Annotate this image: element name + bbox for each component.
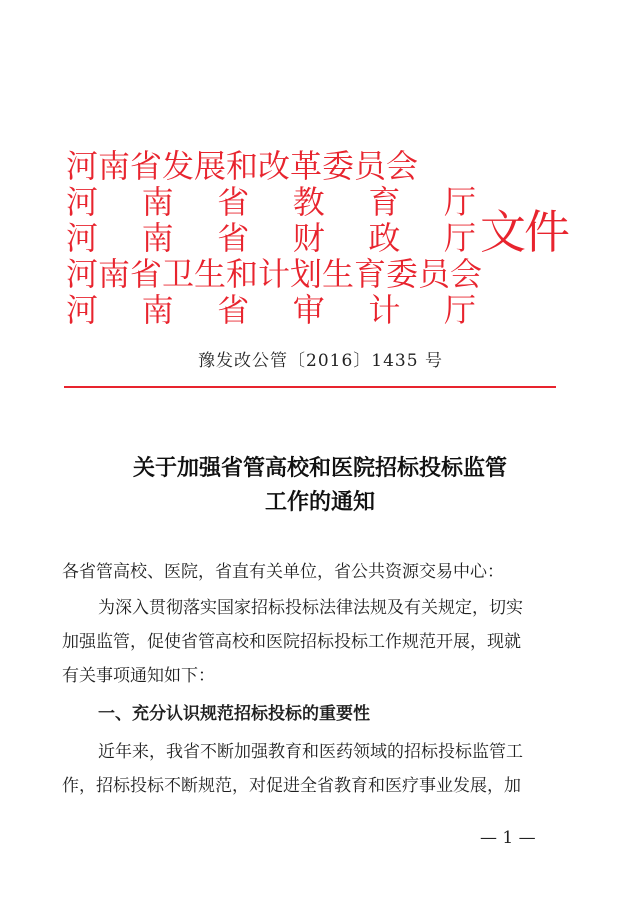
red-divider [64, 386, 556, 388]
issuer-char: 河 [66, 183, 99, 221]
issuer-health: 河南省卫生和计划生育委员会 [66, 255, 483, 293]
issuer-char: 南 [141, 183, 174, 221]
issuer-char: 计 [368, 291, 401, 329]
document-title-line1: 关于加强省管高校和医院招标投标监管 [132, 455, 507, 481]
paragraph-line: 近年来，我省不断加强教育和医药领域的招标投标监管工 [98, 742, 523, 762]
issuer-char: 河 [66, 219, 99, 257]
issuer-char: 南 [141, 291, 174, 329]
issuer-header [66, 148, 566, 328]
issuer-char: 河 [66, 291, 99, 329]
paragraph-line: 为深入贯彻落实国家招标投标法律法规及有关规定，切实 [98, 598, 523, 618]
addressee: 各省管高校、医院，省直有关单位，省公共资源交易中心： [62, 562, 504, 582]
issuer-char: 厅 [443, 219, 476, 257]
issuer-ndrc: 河南省发展和改革委员会 [66, 147, 419, 185]
issuer-char: 省 [217, 291, 250, 329]
section-heading: 一、充分认识规范招标投标的重要性 [98, 704, 370, 724]
issuer-education [66, 184, 476, 220]
document-title-line2: 工作的通知 [264, 489, 375, 515]
paragraph-line: 有关事项通知如下： [62, 666, 215, 686]
issuer-finance [66, 220, 476, 256]
issuer-char: 育 [368, 183, 401, 221]
issuer-char: 审 [292, 291, 325, 329]
issuer-char: 省 [217, 183, 250, 221]
issuer-char: 财 [292, 219, 325, 257]
issuer-char: 南 [141, 219, 174, 257]
page-number: — 1 — [480, 828, 536, 848]
issuer-char: 厅 [443, 291, 476, 329]
issuer-audit [66, 292, 476, 328]
issuer-char: 厅 [443, 183, 476, 221]
document-number: 豫发改公管〔2016〕1435 号 [198, 351, 443, 371]
issuer-char: 政 [368, 219, 401, 257]
paragraph-line: 作，招标投标不断规范，对促进全省教育和医疗事业发展，加 [62, 776, 521, 796]
issuer-char: 教 [292, 183, 325, 221]
doc-type-label: 文件 [480, 205, 568, 259]
issuer-char: 省 [217, 219, 250, 257]
paragraph-line: 加强监管，促使省管高校和医院招标投标工作规范开展，现就 [62, 632, 521, 652]
